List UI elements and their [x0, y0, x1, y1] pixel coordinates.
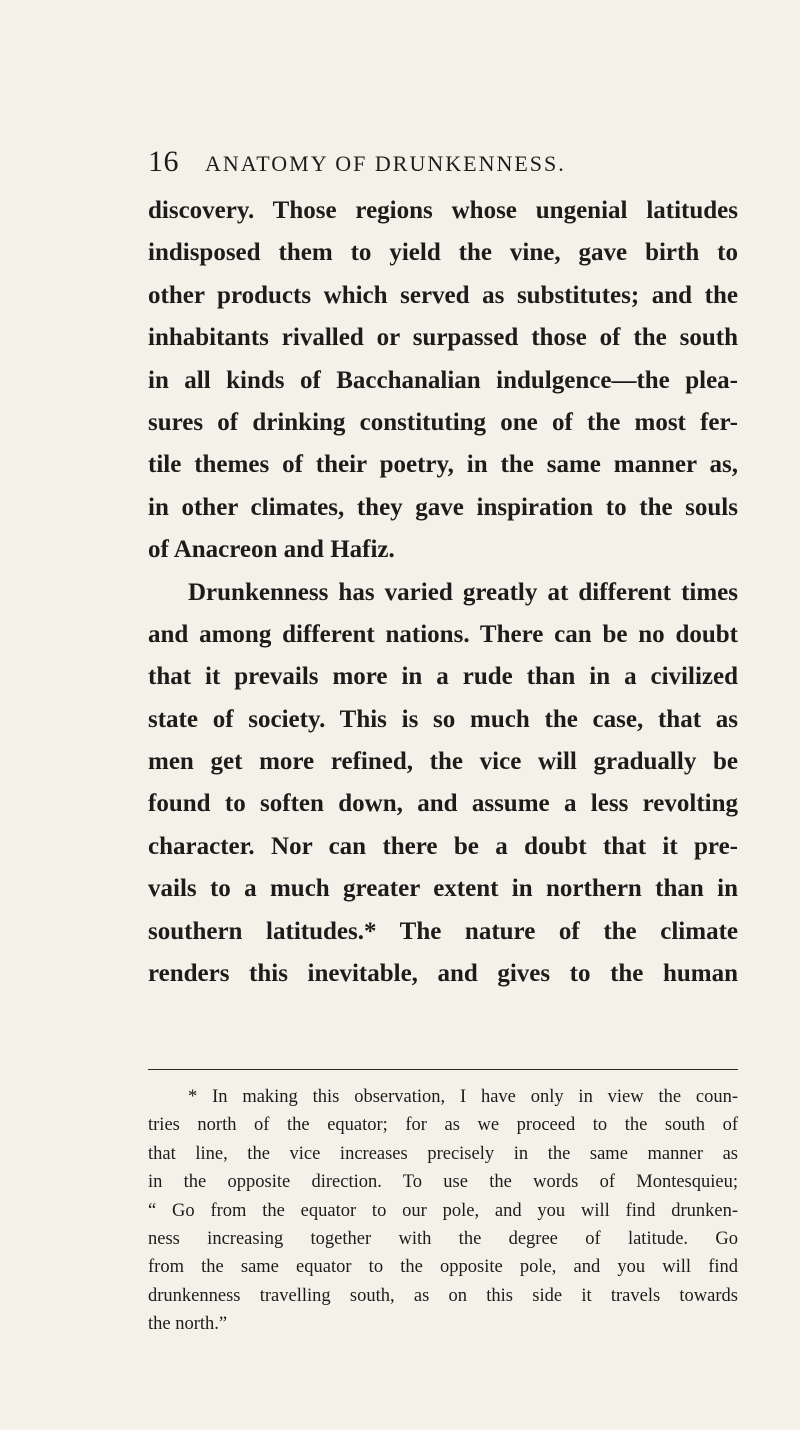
footnote-line: the north.”: [148, 1314, 228, 1335]
body-line: indisposed them to yield the vine, gave birth to: [148, 239, 738, 267]
footnote-divider: [148, 1069, 738, 1070]
body-line: found to soften down, and assume a less revolting: [148, 790, 738, 818]
footnote-line: drunkenness travelling south, as on this side it travels towards: [148, 1285, 738, 1306]
body-text: [148, 190, 738, 995]
body-line: vails to a much greater extent in northern than in: [148, 875, 738, 903]
running-title: ANATOMY OF DRUNKENNESS.: [205, 151, 566, 176]
body-line: inhabitants rivalled or surpassed those of the south: [148, 324, 738, 352]
footnote: [148, 1083, 738, 1339]
footnote-line: * In making this observation, I have only in view the coun-: [188, 1087, 738, 1107]
body-line: men get more refined, the vice will gradually be: [148, 748, 738, 776]
body-line: in other climates, they gave inspiration to the souls: [148, 493, 738, 521]
body-line: in all kinds of Bacchanalian indulgence—the plea-: [148, 366, 738, 394]
body-line: character. Nor can there be a doubt that it pre-: [148, 832, 738, 860]
footnote-line: in the opposite direction. To use the words of Montesquieu;: [148, 1172, 738, 1193]
footnote-line: “ Go from the equator to our pole, and you will find drunken-: [148, 1200, 738, 1221]
body-line: of Anacreon and Hafiz.: [148, 536, 395, 564]
footnote-line: ness increasing together with the degree of latitude. Go: [148, 1228, 738, 1249]
body-line: renders this inevitable, and gives to the human: [148, 960, 738, 988]
footnote-line: from the same equator to the opposite pole, and you will find: [148, 1257, 738, 1278]
footnote-line: tries north of the equator; for as we proceed to the south of: [148, 1115, 738, 1136]
body-line: tile themes of their poetry, in the same manner as,: [148, 451, 738, 479]
page-number: 16: [148, 145, 179, 178]
body-line: and among different nations. There can be no doubt: [148, 620, 738, 648]
body-line: sures of drinking constituting one of the most fer-: [148, 408, 738, 436]
page-header: [148, 142, 628, 190]
body-line: other products which served as substitutes; and the: [148, 281, 738, 309]
footnote-line: that line, the vice increases precisely in the same manner as: [148, 1143, 738, 1164]
body-line: that it prevails more in a rude than in a civilized: [148, 663, 738, 691]
body-line: state of society. This is so much the case, that as: [148, 705, 738, 733]
body-line: southern latitudes.* The nature of the climate: [148, 917, 738, 945]
paragraph-start-line: Drunkenness has varied greatly at different times: [188, 578, 738, 606]
body-line: discovery. Those regions whose ungenial latitudes: [148, 197, 738, 224]
